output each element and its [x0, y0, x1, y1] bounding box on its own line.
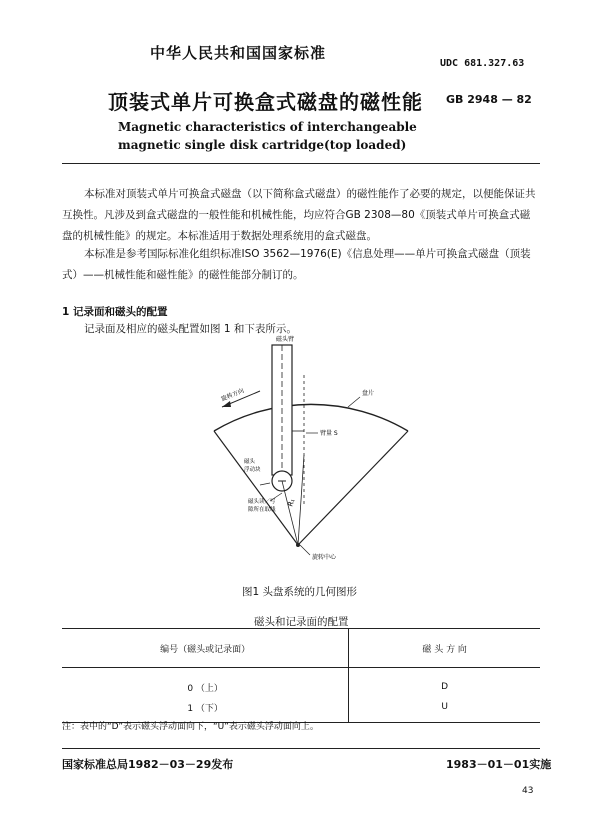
section-1-text: 记录面及相应的磁头配置如图 1 和下表所示。	[84, 323, 297, 335]
standard-name: 中华人民共和国国家标准	[150, 44, 327, 62]
cell-id: 0 （上）	[62, 668, 349, 698]
label-disk: 盘片	[362, 390, 375, 397]
document-title: 顶装式单片可换盒式磁盘的磁性能	[108, 90, 423, 114]
table-row	[62, 668, 540, 698]
page-number: 43	[522, 786, 534, 796]
table-caption: 磁头和记录面的配置	[254, 616, 349, 628]
figure-caption: 图1 头盘系统的几何图形	[242, 586, 358, 598]
udc-code: UDC 681.327.63	[440, 58, 525, 69]
col-header-direction: 磁 头 方 向	[349, 629, 540, 668]
disk-right-edge	[298, 431, 408, 545]
label-head-slider-1: 磁头	[244, 459, 256, 465]
english-title-line1: Magnetic characteristics of interchangeable	[118, 120, 417, 134]
center-leader	[300, 545, 310, 555]
paragraph-1: 本标准对顶装式单片可换盒式磁盘（以下简称盒式磁盘）的磁性能作了必要的规定，以便能保证共互换性。凡涉及到盒式磁盘的一般性能和机械性能，均应符合GB 2308—80《顶装式单片可换盒式磁盘的机械性能》的规定。本标准适用于数据处理系统用的盒式磁盘。	[62, 188, 536, 242]
header-rule	[62, 163, 540, 164]
radius-line	[282, 481, 298, 545]
gb-number: GB 2948 — 82	[446, 93, 532, 106]
cell-direction: U	[349, 697, 540, 723]
label-rotation-direction: 旋转方向	[220, 387, 246, 403]
head-disk-geometry-figure	[200, 335, 420, 575]
paragraph-2: 本标准是参考国际标准化组织标准ISO 3562—1976(E)《信息处理——单片可换盒式磁盘（顶装式）——机械性能和磁性能》的磁性能部分制订的。	[62, 248, 531, 281]
cell-id: 1 （下）	[62, 697, 349, 723]
head-surface-table	[62, 628, 540, 723]
col-header-id: 编号（磁头或记录面）	[62, 629, 349, 668]
label-head-slider-2: 浮动块	[244, 467, 261, 473]
radius-line-2	[298, 455, 304, 545]
section-1-title: 1 记录面和磁头的配置	[62, 306, 168, 318]
rotation-center-dot	[296, 543, 300, 547]
label-head-arm: 磁头臂	[276, 336, 295, 343]
label-rw-gap-2: 隙所在取线	[248, 507, 276, 513]
footer-rule	[62, 748, 540, 749]
table-note: 注：表中的“D”表示磁头浮动面向下，“U”表示磁头浮动面向上。	[62, 722, 319, 732]
disk-leader	[348, 397, 360, 407]
label-arm-offset: 臂量 S	[320, 430, 338, 437]
label-rw-gap-1: 磁头读／写	[248, 499, 276, 505]
effective-date: 1983－01－01实施	[446, 758, 552, 771]
disk-outer-arc	[214, 404, 408, 431]
label-radius: R₁	[286, 497, 297, 508]
cell-direction: D	[441, 682, 449, 692]
slider-leader	[260, 483, 270, 485]
label-rotation-center: 旋转中心	[312, 554, 337, 561]
english-title-line2: magnetic single disk cartridge(top loaded)	[118, 138, 407, 152]
issuer-date: 国家标准总局1982－03－29发布	[62, 758, 234, 771]
